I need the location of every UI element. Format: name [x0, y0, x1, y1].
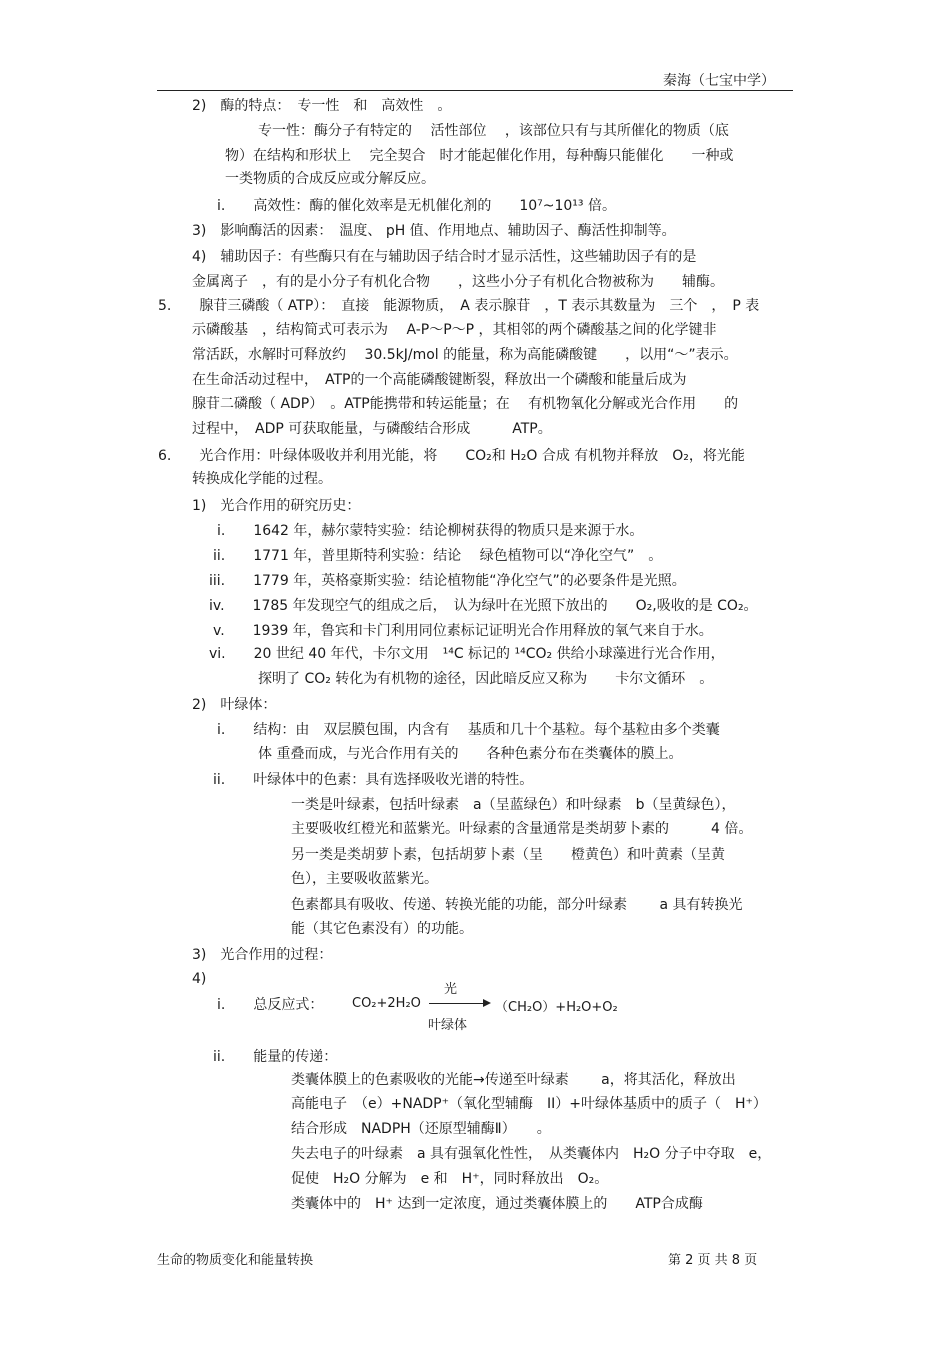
- text-line: 5. 腺苷三磷酸（ ATP）： 直接 能源物质， A 表示腺苷 ，T 表示其数量为 三个 ， P 表: [158, 298, 760, 314]
- text-line: 3) 影响酶活的因素： 温度、 pH 值、作用地点、辅助因子、酶活性抑制等。: [192, 223, 676, 239]
- text-line: 能（其它色素没有）的功能。: [291, 921, 473, 937]
- text-line: 类囊体膜上的色素吸收的光能→传递至叶绿素 a，将其活化，释放出: [291, 1072, 736, 1088]
- text-line: 失去电子的叶绿素 a 具有强氧化性性， 从类囊体内 H₂O 分子中夺取 e，: [291, 1146, 772, 1162]
- text-line: 过程中， ADP 可获取能量，与磷酸结合形成 ATP。: [192, 421, 552, 437]
- text-line: 腺苷二磷酸（ ADP） 。ATP能携带和转运能量；在 有机物氧化分解或光合作用 的: [192, 396, 739, 412]
- text-line: i. 结构：由 双层膜包围，内含有 基质和几十个基粒。每个基粒由多个类囊: [217, 722, 720, 738]
- text-line: 物）在结构和形状上 完全契合 时才能起催化作用，每种酶只能催化 一种或: [225, 148, 734, 164]
- text-line: 4): [192, 971, 207, 987]
- text-line: iii. 1779 年，英格豪斯实验：结论植物能“净化空气”的必要条件是光照。: [209, 573, 686, 589]
- text-line: ii. 叶绿体中的色素：具有选择吸收光谱的特性。: [213, 772, 534, 788]
- text-line: ii. 能量的传递：: [213, 1049, 338, 1065]
- text-line: i. 高效性：酶的催化效率是无机催化剂的 10⁷~10¹³ 倍。: [217, 198, 616, 214]
- text-line: 色素都具有吸收、传递、转换光能的功能，部分叶绿素 a 具有转换光: [291, 897, 743, 913]
- text-line: 1) 光合作用的研究历史：: [192, 498, 361, 514]
- text-line: 色），主要吸收蓝紫光。: [291, 871, 438, 887]
- text-line: 结合形成 NADPH（还原型辅酶Ⅱ） 。: [291, 1121, 551, 1137]
- text-line: 转换成化学能的过程。: [192, 471, 332, 487]
- text-line: 一类物质的合成反应或分解反应。: [225, 171, 435, 187]
- text-line: i. 1642 年，赫尔蒙特实验：结论柳树获得的物质只是来源于水。: [217, 523, 644, 539]
- header-author: 秦海（七宝中学）: [663, 73, 775, 89]
- text-line: 金属离子 ，有的是小分子有机化合物 ，这些小分子有机化合物被称为 辅酶。: [192, 274, 724, 290]
- text-line: iv. 1785 年发现空气的组成之后， 认为绿叶在光照下放出的 O₂,吸收的是 CO₂。: [209, 598, 758, 614]
- text-line: 专一性：酶分子有特定的 活性部位 ，该部位只有与其所催化的物质（底: [258, 123, 729, 139]
- text-line: 体 重叠而成，与光合作用有关的 各种色素分布在类囊体的膜上。: [258, 746, 683, 762]
- formula-condition-chloroplast: 叶绿体: [428, 1018, 468, 1033]
- text-line: 促使 H₂O 分解为 e 和 H⁺，同时释放出 O₂。: [291, 1171, 609, 1187]
- text-line: 3) 光合作用的过程：: [192, 947, 333, 963]
- formula-products: （CH₂O）+H₂O+O₂: [495, 1000, 618, 1015]
- reaction-arrow-icon: [429, 1003, 489, 1004]
- text-line: ii. 1771 年，普里斯特利实验：结论 绿色植物可以“净化空气” 。: [213, 548, 663, 564]
- text-line: i. 总反应式：: [217, 997, 324, 1013]
- text-line: 类囊体中的 H⁺ 达到一定浓度，通过类囊体膜上的 ATP合成酶: [291, 1196, 703, 1212]
- formula-reactants: CO₂+2H₂O: [352, 996, 421, 1011]
- footer-title: 生命的物质变化和能量转换: [157, 1253, 314, 1268]
- text-line: 2) 酶的特点： 专一性 和 高效性 。: [192, 98, 452, 114]
- text-line: 一类是叶绿素，包括叶绿素 a（呈蓝绿色）和叶绿素 b（呈黄绿色），: [291, 797, 736, 813]
- text-line: 4) 辅助因子：有些酶只有在与辅助因子结合时才显示活性，这些辅助因子有的是: [192, 249, 697, 265]
- text-line: 6. 光合作用：叶绿体吸收并利用光能，将 CO₂和 H₂O 合成 有机物并释放 O₂，将光能: [158, 448, 745, 464]
- text-line: vi. 20 世纪 40 年代，卡尔文用 ¹⁴C 标记的 ¹⁴CO₂ 供给小球藻进行光合作用，: [209, 646, 725, 662]
- text-line: 另一类是类胡萝卜素，包括胡萝卜素（呈 橙黄色）和叶黄素（呈黄: [291, 847, 725, 863]
- text-line: 示磷酸基 ，结构简式可表示为 A-P～P～P ，其相邻的两个磷酸基之间的化学键非: [192, 322, 717, 338]
- text-line: 探明了 CO₂ 转化为有机物的途径，因此暗反应又称为 卡尔文循环 。: [258, 671, 714, 687]
- page-number: 第 2 页 共 8 页: [668, 1253, 758, 1268]
- text-line: 2) 叶绿体：: [192, 697, 277, 713]
- text-line: v. 1939 年，鲁宾和卡门利用同位素标记证明光合作用释放的氧气来自于水。: [213, 623, 713, 639]
- text-line: 常活跃，水解时可释放约 30.5kJ/mol 的能量，称为高能磷酸键 ，以用“～”表示。: [192, 347, 738, 363]
- text-line: 主要吸收红橙光和蓝紫光。叶绿素的含量通常是类胡萝卜素的 4 倍。: [291, 821, 753, 837]
- page-header: [157, 66, 793, 91]
- text-line: 高能电子 （e）+NADP⁺（氧化型辅酶 II）+叶绿体基质中的质子（ H⁺）: [291, 1096, 767, 1112]
- text-line: 在生命活动过程中， ATP的一个高能磷酸键断裂，释放出一个磷酸和能量后成为: [192, 372, 687, 388]
- formula-condition-light: 光: [444, 982, 458, 997]
